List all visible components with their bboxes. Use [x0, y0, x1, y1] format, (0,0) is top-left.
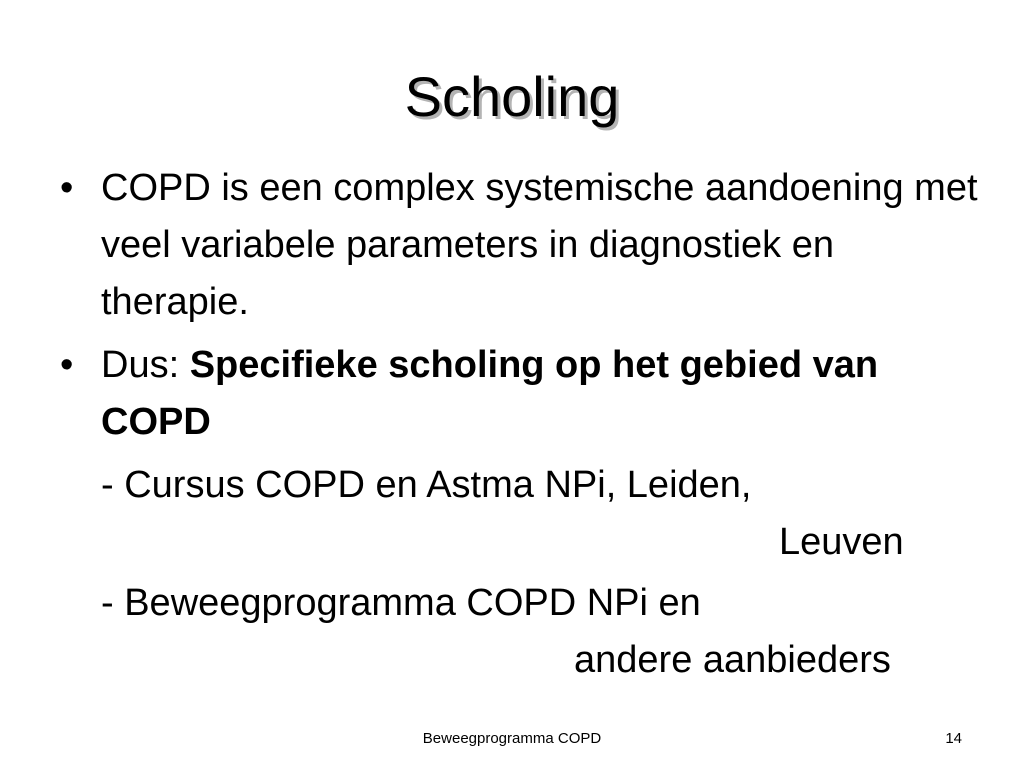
bullet-item — [60, 160, 980, 331]
sub-item-line: - Cursus COPD en Astma NPi, Leiden, — [101, 464, 752, 506]
sub-item-continuation: andere aanbieders — [574, 639, 891, 681]
sub-item — [60, 457, 980, 571]
bullet-text: COPD is een complex systemische aandoening met veel variabele parameters in diagnostiek en therapie. — [101, 167, 978, 323]
bullet-prefix: Dus: — [101, 344, 190, 386]
sub-item-continuation: Leuven — [779, 521, 904, 563]
sub-item-line: - Beweegprogramma COPD NPi en — [101, 582, 701, 624]
slide-body — [60, 160, 980, 689]
bullet-icon: • — [60, 167, 74, 209]
bullet-icon: • — [60, 344, 74, 386]
slide-title: Scholing — [404, 65, 620, 128]
bullet-bold-text: Specifieke scholing op het gebied van COPD — [101, 344, 879, 443]
sub-item — [60, 575, 980, 689]
page-number: 14 — [945, 730, 962, 747]
footer-title: Beweegprogramma COPD — [422, 730, 602, 747]
bullet-item — [60, 337, 980, 451]
